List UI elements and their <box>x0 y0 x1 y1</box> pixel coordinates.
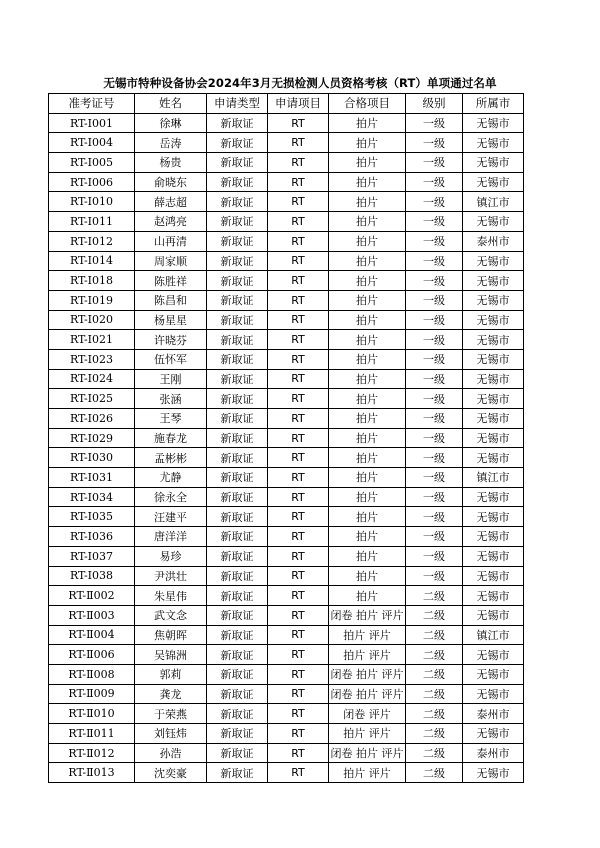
name-cell: 孙浩 <box>135 743 207 763</box>
application-type-cell: 新取证 <box>207 172 268 192</box>
exam-id-cell: RT-Ⅰ019 <box>49 290 135 310</box>
name-cell: 武文念 <box>135 605 207 625</box>
city-cell: 无锡市 <box>463 369 524 389</box>
passed-items-cell: 拍片 <box>329 330 406 350</box>
city-cell: 无锡市 <box>463 448 524 468</box>
exam-id-cell: RT-Ⅱ010 <box>49 704 135 724</box>
level-cell: 一级 <box>406 448 463 468</box>
city-cell: 泰州市 <box>463 704 524 724</box>
passed-items-cell: 拍片 <box>329 546 406 566</box>
application-item-cell: RT <box>268 468 329 488</box>
application-type-cell: 新取证 <box>207 605 268 625</box>
exam-id-cell: RT-Ⅰ034 <box>49 487 135 507</box>
application-type-cell: 新取证 <box>207 763 268 783</box>
column-header-application-item: 申请项目 <box>268 94 329 114</box>
table-row <box>49 586 524 606</box>
passed-items-cell: 拍片 <box>329 251 406 271</box>
application-item-cell: RT <box>268 684 329 704</box>
results-table <box>48 93 524 783</box>
level-cell: 一级 <box>406 546 463 566</box>
level-cell: 一级 <box>406 428 463 448</box>
passed-items-cell: 拍片 <box>329 349 406 369</box>
passed-items-cell: 闭卷 评片 <box>329 704 406 724</box>
column-header-passed-items: 合格项目 <box>329 94 406 114</box>
level-cell: 一级 <box>406 349 463 369</box>
city-cell: 镇江市 <box>463 468 524 488</box>
passed-items-cell: 拍片 <box>329 527 406 547</box>
header-row <box>49 94 524 114</box>
passed-items-cell: 拍片 评片 <box>329 645 406 665</box>
passed-items-cell: 拍片 评片 <box>329 625 406 645</box>
application-item-cell: RT <box>268 409 329 429</box>
name-cell: 刘钰炜 <box>135 724 207 744</box>
application-type-cell: 新取证 <box>207 113 268 133</box>
table-row <box>49 684 524 704</box>
table-row <box>49 330 524 350</box>
name-cell: 岳涛 <box>135 133 207 153</box>
application-item-cell: RT <box>268 605 329 625</box>
table-row <box>49 349 524 369</box>
level-cell: 一级 <box>406 172 463 192</box>
table-row <box>49 428 524 448</box>
passed-items-cell: 拍片 <box>329 231 406 251</box>
passed-items-cell: 拍片 <box>329 113 406 133</box>
application-type-cell: 新取证 <box>207 645 268 665</box>
level-cell: 二级 <box>406 605 463 625</box>
passed-items-cell: 拍片 <box>329 290 406 310</box>
level-cell: 一级 <box>406 271 463 291</box>
level-cell: 一级 <box>406 290 463 310</box>
name-cell: 龚龙 <box>135 684 207 704</box>
exam-id-cell: RT-Ⅰ031 <box>49 468 135 488</box>
application-type-cell: 新取证 <box>207 625 268 645</box>
city-cell: 无锡市 <box>463 251 524 271</box>
passed-items-cell: 拍片 <box>329 448 406 468</box>
table-row <box>49 724 524 744</box>
level-cell: 二级 <box>406 704 463 724</box>
application-item-cell: RT <box>268 310 329 330</box>
application-item-cell: RT <box>268 349 329 369</box>
city-cell: 无锡市 <box>463 664 524 684</box>
name-cell: 孟彬彬 <box>135 448 207 468</box>
city-cell: 无锡市 <box>463 330 524 350</box>
level-cell: 一级 <box>406 389 463 409</box>
exam-id-cell: RT-Ⅱ009 <box>49 684 135 704</box>
name-cell: 杨星星 <box>135 310 207 330</box>
application-type-cell: 新取证 <box>207 389 268 409</box>
passed-items-cell: 拍片 <box>329 428 406 448</box>
application-item-cell: RT <box>268 448 329 468</box>
name-cell: 于荣燕 <box>135 704 207 724</box>
city-cell: 无锡市 <box>463 507 524 527</box>
city-cell: 无锡市 <box>463 586 524 606</box>
table-row <box>49 409 524 429</box>
level-cell: 二级 <box>406 743 463 763</box>
passed-items-cell: 拍片 <box>329 566 406 586</box>
table-row <box>49 546 524 566</box>
table-row <box>49 507 524 527</box>
exam-id-cell: RT-Ⅰ020 <box>49 310 135 330</box>
name-cell: 汪建平 <box>135 507 207 527</box>
application-type-cell: 新取证 <box>207 409 268 429</box>
name-cell: 徐琳 <box>135 113 207 133</box>
application-type-cell: 新取证 <box>207 743 268 763</box>
level-cell: 一级 <box>406 212 463 232</box>
name-cell: 徐永全 <box>135 487 207 507</box>
table-row <box>49 310 524 330</box>
exam-id-cell: RT-Ⅰ001 <box>49 113 135 133</box>
exam-id-cell: RT-Ⅰ026 <box>49 409 135 429</box>
table-row <box>49 271 524 291</box>
application-item-cell: RT <box>268 192 329 212</box>
table-row <box>49 743 524 763</box>
table-row <box>49 133 524 153</box>
application-type-cell: 新取证 <box>207 271 268 291</box>
application-item-cell: RT <box>268 133 329 153</box>
name-cell: 薛志超 <box>135 192 207 212</box>
exam-id-cell: RT-Ⅰ005 <box>49 153 135 173</box>
name-cell: 尤静 <box>135 468 207 488</box>
table-row <box>49 153 524 173</box>
city-cell: 镇江市 <box>463 625 524 645</box>
application-item-cell: RT <box>268 290 329 310</box>
passed-items-cell: 拍片 <box>329 212 406 232</box>
city-cell: 无锡市 <box>463 428 524 448</box>
table-row <box>49 645 524 665</box>
level-cell: 一级 <box>406 369 463 389</box>
name-cell: 郭莉 <box>135 664 207 684</box>
city-cell: 无锡市 <box>463 605 524 625</box>
exam-id-cell: RT-Ⅱ002 <box>49 586 135 606</box>
city-cell: 无锡市 <box>463 133 524 153</box>
exam-id-cell: RT-Ⅰ012 <box>49 231 135 251</box>
exam-id-cell: RT-Ⅱ013 <box>49 763 135 783</box>
table-row <box>49 664 524 684</box>
passed-items-cell: 拍片 <box>329 172 406 192</box>
table-row <box>49 763 524 783</box>
table-row <box>49 113 524 133</box>
city-cell: 无锡市 <box>463 546 524 566</box>
column-header-city: 所属市 <box>463 94 524 114</box>
application-item-cell: RT <box>268 251 329 271</box>
application-item-cell: RT <box>268 704 329 724</box>
column-header-application-type: 申请类型 <box>207 94 268 114</box>
passed-items-cell: 拍片 评片 <box>329 724 406 744</box>
city-cell: 泰州市 <box>463 231 524 251</box>
name-cell: 杨贵 <box>135 153 207 173</box>
city-cell: 无锡市 <box>463 113 524 133</box>
application-type-cell: 新取证 <box>207 586 268 606</box>
name-cell: 王琴 <box>135 409 207 429</box>
city-cell: 泰州市 <box>463 743 524 763</box>
application-item-cell: RT <box>268 428 329 448</box>
application-item-cell: RT <box>268 271 329 291</box>
application-type-cell: 新取证 <box>207 566 268 586</box>
application-item-cell: RT <box>268 586 329 606</box>
application-item-cell: RT <box>268 566 329 586</box>
city-cell: 无锡市 <box>463 409 524 429</box>
level-cell: 二级 <box>406 625 463 645</box>
exam-id-cell: RT-Ⅰ037 <box>49 546 135 566</box>
level-cell: 二级 <box>406 684 463 704</box>
level-cell: 二级 <box>406 724 463 744</box>
table-row <box>49 389 524 409</box>
application-type-cell: 新取证 <box>207 704 268 724</box>
passed-items-cell: 拍片 <box>329 507 406 527</box>
application-type-cell: 新取证 <box>207 428 268 448</box>
application-item-cell: RT <box>268 231 329 251</box>
exam-id-cell: RT-Ⅱ008 <box>49 664 135 684</box>
application-type-cell: 新取证 <box>207 527 268 547</box>
city-cell: 无锡市 <box>463 310 524 330</box>
city-cell: 无锡市 <box>463 684 524 704</box>
level-cell: 一级 <box>406 507 463 527</box>
passed-items-cell: 拍片 <box>329 310 406 330</box>
exam-id-cell: RT-Ⅰ006 <box>49 172 135 192</box>
city-cell: 无锡市 <box>463 172 524 192</box>
name-cell: 沈奕豪 <box>135 763 207 783</box>
exam-id-cell: RT-Ⅰ038 <box>49 566 135 586</box>
name-cell: 吴锦洲 <box>135 645 207 665</box>
application-item-cell: RT <box>268 153 329 173</box>
table-row <box>49 448 524 468</box>
table-row <box>49 625 524 645</box>
level-cell: 一级 <box>406 310 463 330</box>
city-cell: 无锡市 <box>463 290 524 310</box>
exam-id-cell: RT-Ⅰ023 <box>49 349 135 369</box>
passed-items-cell: 闭卷 拍片 评片 <box>329 605 406 625</box>
application-type-cell: 新取证 <box>207 448 268 468</box>
name-cell: 焦朝晖 <box>135 625 207 645</box>
level-cell: 一级 <box>406 487 463 507</box>
city-cell: 无锡市 <box>463 271 524 291</box>
column-header-level: 级别 <box>406 94 463 114</box>
application-type-cell: 新取证 <box>207 664 268 684</box>
exam-id-cell: RT-Ⅱ003 <box>49 605 135 625</box>
exam-id-cell: RT-Ⅰ035 <box>49 507 135 527</box>
level-cell: 一级 <box>406 133 463 153</box>
level-cell: 一级 <box>406 468 463 488</box>
exam-id-cell: RT-Ⅱ011 <box>49 724 135 744</box>
exam-id-cell: RT-Ⅱ006 <box>49 645 135 665</box>
name-cell: 施春龙 <box>135 428 207 448</box>
exam-id-cell: RT-Ⅱ004 <box>49 625 135 645</box>
application-type-cell: 新取证 <box>207 251 268 271</box>
passed-items-cell: 拍片 <box>329 487 406 507</box>
level-cell: 二级 <box>406 645 463 665</box>
exam-id-cell: RT-Ⅰ014 <box>49 251 135 271</box>
table-body <box>49 113 524 782</box>
passed-items-cell: 拍片 评片 <box>329 763 406 783</box>
level-cell: 一级 <box>406 566 463 586</box>
application-item-cell: RT <box>268 664 329 684</box>
level-cell: 一级 <box>406 192 463 212</box>
passed-items-cell: 拍片 <box>329 409 406 429</box>
level-cell: 一级 <box>406 231 463 251</box>
application-item-cell: RT <box>268 389 329 409</box>
application-item-cell: RT <box>268 113 329 133</box>
application-type-cell: 新取证 <box>207 468 268 488</box>
city-cell: 无锡市 <box>463 763 524 783</box>
column-header-name: 姓名 <box>135 94 207 114</box>
exam-id-cell: RT-Ⅰ029 <box>49 428 135 448</box>
column-header-exam-id: 准考证号 <box>49 94 135 114</box>
application-type-cell: 新取证 <box>207 349 268 369</box>
application-item-cell: RT <box>268 507 329 527</box>
table-row <box>49 172 524 192</box>
application-type-cell: 新取证 <box>207 724 268 744</box>
name-cell: 朱星伟 <box>135 586 207 606</box>
city-cell: 无锡市 <box>463 724 524 744</box>
passed-items-cell: 闭卷 拍片 评片 <box>329 664 406 684</box>
application-type-cell: 新取证 <box>207 369 268 389</box>
level-cell: 一级 <box>406 251 463 271</box>
exam-id-cell: RT-Ⅰ010 <box>49 192 135 212</box>
table-row <box>49 369 524 389</box>
application-type-cell: 新取证 <box>207 546 268 566</box>
application-item-cell: RT <box>268 212 329 232</box>
name-cell: 许晓芬 <box>135 330 207 350</box>
application-item-cell: RT <box>268 763 329 783</box>
passed-items-cell: 拍片 <box>329 133 406 153</box>
level-cell: 一级 <box>406 527 463 547</box>
name-cell: 山再清 <box>135 231 207 251</box>
city-cell: 无锡市 <box>463 527 524 547</box>
exam-id-cell: RT-Ⅰ004 <box>49 133 135 153</box>
table-row <box>49 212 524 232</box>
exam-id-cell: RT-Ⅰ030 <box>49 448 135 468</box>
passed-items-cell: 拍片 <box>329 468 406 488</box>
application-type-cell: 新取证 <box>207 507 268 527</box>
name-cell: 伍怀军 <box>135 349 207 369</box>
name-cell: 张涵 <box>135 389 207 409</box>
passed-items-cell: 拍片 <box>329 271 406 291</box>
application-item-cell: RT <box>268 546 329 566</box>
level-cell: 二级 <box>406 763 463 783</box>
table-row <box>49 566 524 586</box>
level-cell: 一级 <box>406 330 463 350</box>
level-cell: 一级 <box>406 409 463 429</box>
passed-items-cell: 闭卷 拍片 评片 <box>329 743 406 763</box>
application-type-cell: 新取证 <box>207 133 268 153</box>
city-cell: 无锡市 <box>463 487 524 507</box>
table-row <box>49 251 524 271</box>
name-cell: 易珍 <box>135 546 207 566</box>
table-row <box>49 487 524 507</box>
city-cell: 无锡市 <box>463 349 524 369</box>
application-type-cell: 新取证 <box>207 192 268 212</box>
application-type-cell: 新取证 <box>207 153 268 173</box>
level-cell: 一级 <box>406 153 463 173</box>
passed-items-cell: 拍片 <box>329 192 406 212</box>
city-cell: 无锡市 <box>463 153 524 173</box>
passed-items-cell: 拍片 <box>329 369 406 389</box>
city-cell: 无锡市 <box>463 566 524 586</box>
application-item-cell: RT <box>268 487 329 507</box>
application-type-cell: 新取证 <box>207 231 268 251</box>
application-type-cell: 新取证 <box>207 330 268 350</box>
table-row <box>49 231 524 251</box>
application-type-cell: 新取证 <box>207 212 268 232</box>
application-item-cell: RT <box>268 369 329 389</box>
table-row <box>49 704 524 724</box>
application-type-cell: 新取证 <box>207 684 268 704</box>
table-row <box>49 527 524 547</box>
application-type-cell: 新取证 <box>207 310 268 330</box>
application-item-cell: RT <box>268 645 329 665</box>
exam-id-cell: RT-Ⅰ025 <box>49 389 135 409</box>
passed-items-cell: 拍片 <box>329 586 406 606</box>
exam-id-cell: RT-Ⅰ021 <box>49 330 135 350</box>
exam-id-cell: RT-Ⅰ024 <box>49 369 135 389</box>
name-cell: 俞晓东 <box>135 172 207 192</box>
table-row <box>49 290 524 310</box>
level-cell: 一级 <box>406 113 463 133</box>
name-cell: 周家顺 <box>135 251 207 271</box>
exam-id-cell: RT-Ⅰ011 <box>49 212 135 232</box>
application-item-cell: RT <box>268 743 329 763</box>
exam-id-cell: RT-Ⅱ012 <box>49 743 135 763</box>
city-cell: 镇江市 <box>463 192 524 212</box>
exam-id-cell: RT-Ⅰ036 <box>49 527 135 547</box>
table-row <box>49 192 524 212</box>
level-cell: 二级 <box>406 586 463 606</box>
name-cell: 王刚 <box>135 369 207 389</box>
application-item-cell: RT <box>268 625 329 645</box>
passed-items-cell: 闭卷 拍片 评片 <box>329 684 406 704</box>
application-item-cell: RT <box>268 330 329 350</box>
name-cell: 陈胜祥 <box>135 271 207 291</box>
application-item-cell: RT <box>268 172 329 192</box>
name-cell: 唐洋洋 <box>135 527 207 547</box>
exam-id-cell: RT-Ⅰ018 <box>49 271 135 291</box>
application-item-cell: RT <box>268 724 329 744</box>
table-row <box>49 605 524 625</box>
page-title: 无锡市特种设备协会2024年3月无损检测人员资格考核（RT）单项通过名单 <box>103 76 497 90</box>
name-cell: 陈昌和 <box>135 290 207 310</box>
city-cell: 无锡市 <box>463 212 524 232</box>
name-cell: 尹洪壮 <box>135 566 207 586</box>
application-item-cell: RT <box>268 527 329 547</box>
passed-items-cell: 拍片 <box>329 389 406 409</box>
level-cell: 二级 <box>406 664 463 684</box>
application-type-cell: 新取证 <box>207 487 268 507</box>
name-cell: 赵鸿亮 <box>135 212 207 232</box>
city-cell: 无锡市 <box>463 389 524 409</box>
city-cell: 无锡市 <box>463 645 524 665</box>
table-row <box>49 468 524 488</box>
passed-items-cell: 拍片 <box>329 153 406 173</box>
application-type-cell: 新取证 <box>207 290 268 310</box>
